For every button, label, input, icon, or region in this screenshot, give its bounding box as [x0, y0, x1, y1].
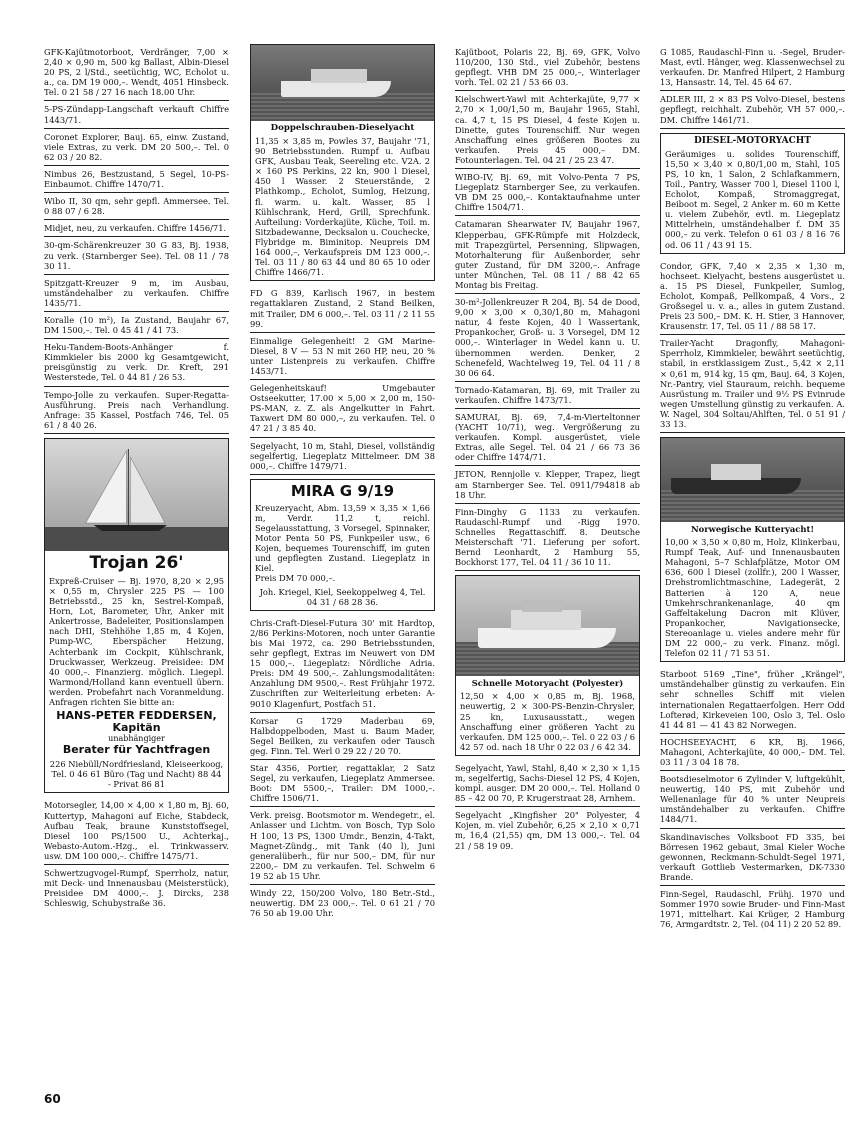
classified-ad: Star 4356, Portier, regattaklar, 2 Satz Segel, zu verkaufen, Liegeplatz Ammersee. Boot: DM 5500,–, Trailer: DM 1000,–. Chiffre 1506/71. [250, 760, 435, 807]
ad-title: DIESEL-MOTORYACHT [693, 135, 812, 146]
classified-ad: Tornado-Katamaran, Bj. 69, mit Trailer zu verkaufen. Chiffre 1473/71. [455, 382, 640, 409]
classified-ad: JETON, Rennjolle v. Klepper, Trapez, liegt am Starnberger See. Tel. 0911/794818 ab 18 Uhr. [455, 466, 640, 503]
contact-address: 226 Niebüll/Nordfriesland, Kleiseerkoog, Tel. 0 46 61 Büro (Tag und Nacht) 88 44 - Privat 86 81 [49, 759, 224, 790]
contact-sub: unabhängiger [108, 734, 165, 744]
ad-title: MIRA G 9/19 [290, 481, 395, 500]
classified-ad: SAMURAI, Bj. 69, 7,4-m-Vierteltonner (YACHT 10/71), weg. Vergrößerung zu verkaufen. Kompl. ausgerüstet, viele Extras, alle Segel. Tel. 04 21 / 66 73 36 oder Chiffre 1474/71. [455, 409, 640, 466]
classified-ad: FD G 839, Karlisch 1967, in bestem regattaklaren Zustand, 2 Stand Beilken, mit Trailer, DM 6 000,–. Tel. 03 11 / 2 11 55 99. [250, 285, 435, 332]
classified-ad: Korsar G 1729 Maderbau 69, Halbdoppelboden, Mast u. Baum Mader, Segel Beilken, zu verkaufen oder Tausch geg. Finn. Tel. Werl 0 29 22 / 20 70. [250, 713, 435, 760]
classified-ad: Chris-Craft-Diesel-Futura 30' mit Hardtop, 2/86 Perkins-Motoren, noch unter Garantie bis Mai 1972, ca. 290 Betriebsstunden, sehr gepflegt, Extras im Neuwert von DM 15 000,–. Liegeplatz: Nördliche Adria. Preis: DM 49 500,–. Zahlungsmodalitäten: Anzahlung DM 9500,–. Rest Frühjahr 1972. Zuschriften zur Weiterleitung erbeten: A-9010 Klagenfurt, Postfach 51. [250, 615, 435, 713]
kutter-ad-box [660, 437, 845, 662]
column-4 [660, 44, 845, 932]
classified-ad: Motorsegler, 14,00 × 4,00 × 1,80 m, Bj. 60, Kuttertyp, Mahagoni auf Eiche, Stabdeck, Aufbau Teak, braune Kunststoffsegel, Diesel 100 PS/1500 U., Achterkaj., Webasto-Autom.-Hzg., el. Trinkwasserv. usw. DM 100 000,–. Chiffre 1475/71. [44, 797, 229, 865]
mira-ad-box [250, 479, 435, 611]
classified-ad: HOCHSEEYACHT, 6 KR, Bj. 1966, Mahagoni, Achterkajüte, 40 000,– DM. Tel. 03 11 / 3 04 18 78. [660, 734, 845, 771]
classified-ad: Wibo II, 30 qm, sehr gepfl. Ammersee. Tel. 0 88 07 / 6 28. [44, 193, 229, 220]
classified-ad: WIBO-IV, Bj. 69, mit Volvo-Penta 7 PS, Liegeplatz Starnberger See, zu verkaufen. VB DM 25 000,–. Kontaktaufnahme unter Chiffre 1504/71. [455, 169, 640, 216]
classified-ad: Bootsdieselmotor 6 Zylinder V, luftgekühlt, neuwertig, 140 PS, mit Zubehör und Wellenanlage für 40 % unter Neupreis umständehalber zu verkaufen. Chiffre 1484/71. [660, 771, 845, 828]
classified-ad: Spitzgatt-Kreuzer 9 m, im Ausbau, umständehalber zu verkaufen. Chiffre 1435/71. [44, 275, 229, 312]
kutter-photo [661, 438, 844, 522]
classified-ad: 30-qm-Schärenkreuzer 30 G 83, Bj. 1938, zu verk. (Starnberger See). Tel. 08 11 / 78 30 11. [44, 237, 229, 274]
ad-body: 11,35 × 3,85 m, Powles 37, Baujahr '71, 90 Betriebsstunden. Rumpf u. Aufbau GFK, Ausbau Teak, Seereling etc. V2A. 2 × 160 PS Perkins, 22 kn, 900 l Diesel, 450 l Wasser. 2 Steuerstände, 2 Plathkomp., Echolot, Sumlog, Heizung, fl. warm. u. kalt. Wasser, 85 l Kühlschrank, Herd, Grill, Sprechfunk. Aufteilung: Vorderkajüte, Küche, Toil. m. Sitzbadewanne, Decksalon u. Couchecke, Flybridge m. Biminitop. Neupreis DM 164 000,–, Verkaufspreis DM 123 000,–. Tel. 03 11 / 80 63 44 und 80 65 10 oder Chiffre 1466/71. [255, 136, 430, 278]
column-1 [44, 44, 229, 911]
classified-ad: Kajütboot, Polaris 22, Bj. 69, GFK, Volvo 110/200, 130 Std., viel Zubehör, bestens gepflegt. VHB DM 25 000,–, Winterlager vorh. Tel. 02 21 / 53 66 03. [455, 44, 640, 91]
ad-contact: Joh. Kriegel, Kiel, Seekoppelweg 4, Tel. 04 31 / 68 28 36. [259, 586, 426, 607]
ad-body: Expreß-Cruiser — Bj. 1970, 8,20 × 2,95 × 0,55 m, Chrysler 225 PS — 100 Betriebsstd., 25 kn, Sestrel-Kompaß, Horn, Lot, Barometer, Uhr, Anker mit Ankertrosse, Badeleiter, Positionslampen nach DHI, Stehhöhe 1,85 m, 4 Kojen, Pump-WC, Eberspächer Heizung, Achterbank im Cockpit, Kühlschrank, Druckwasser, Werkzeug. Preisidee: DM 40 000,–. Finanzierg. möglich. Liegepl. Warmond/Holland kann eventuell übern. werden. Probefahrt nach Voranmeldung. Anfragen richten Sie bitte an: [49, 575, 224, 708]
classified-ad: Koralle (10 m²), Ia Zustand, Baujahr 67, DM 1500,–. Tel. 0 45 41 / 41 73. [44, 312, 229, 339]
page-number: 60 [44, 1092, 61, 1106]
classified-ad: Midjet, neu, zu verkaufen. Chiffre 1456/71. [44, 220, 229, 237]
classified-ad: G 1085, Raudaschl-Finn u. -Segel, Bruder-Mast, evtl. Hänger, weg. Klassenwechsel zu verkaufen. Dr. Manfred Hilpert, 2 Hamburg 13, Hansastr. 14, Tel. 45 64 67. [660, 44, 845, 91]
classified-ad: Segelyacht, Yawl, Stahl, 8,40 × 2,30 × 1,15 m, segelfertig, Sachs-Diesel 12 PS, 4 Kojen, kompl. ausger. DM 20 000,–. Tel. Holland 0 85 – 42 00 70, P. Krugerstraat 28, Arnhem. [455, 760, 640, 807]
ad-body: 12,50 × 4,00 × 0,85 m, Bj. 1968, neuwertig, 2 × 300-PS-Benzin-Chrysler, 25 kn, Luxusausstatt., wegen Anschaffung einer größeren Yacht zu verkaufen. DM 125 000,–. Tel. 0 22 03 / 6 42 57 od. nach 18 Uhr 0 22 03 / 6 42 34. [460, 691, 635, 752]
ad-title: Schnelle Motoryacht (Polyester) [471, 678, 624, 689]
classified-ad: Segelyacht, 10 m, Stahl, Diesel, vollständig segelfertig, Liegeplatz Mittelmeer. DM 38 000,–. Chiffre 1479/71. [250, 438, 435, 475]
diesel-ad-box [660, 133, 845, 254]
contact-role: Berater für Yachtfragen [62, 743, 211, 757]
ad-title: Norwegische Kutteryacht! [690, 524, 815, 535]
trojan-ad-box [44, 438, 229, 794]
classified-ad: Verk. preisg. Bootsmotor m. Wendegetr., el. Anlasser und Lichtm. von Bosch, Typ Solo H 100, 13 PS, 1300 Umdr., Benzin, 4-Takt, Magnet-Zündg., mit Tank (40 l), Juni generalüberh., für nur 500,– DM, für nur 2200,– DM zu verkaufen. Tel. Schwelm 6 19 52 ab 15 Uhr. [250, 807, 435, 885]
classified-ad: Catamaran Shearwater IV, Baujahr 1967, Klepperbau, GFK-Rümpfe mit Holzdeck, mit Trapezgürtel, Persenning, Slipwagen, Motorhalterung für Außenborder, sehr guter Zustand, für DM 3200,–. Anfrage unter München, Tel. 08 11 / 88 42 65 Montag bis Freitag. [455, 216, 640, 294]
classified-ad: Gelegenheitskauf! Umgebauter Ostseekutter, 17.00 × 5,00 × 2,00 m, 150-PS-MAN, z. Z. als Angelkutter in Fahrt. Taxwert DM 80 000,–, zu verkaufen. Tel. 0 47 21 / 3 85 40. [250, 380, 435, 437]
classified-ad: Condor, GFK, 7,40 × 2,35 × 1,30 m, hochseet. Kielyacht, bestens ausgerüstet u. a. 15 PS Diesel, Funkpeiler, Sumlog, Echolot, Kompaß, Pellkompaß, 4 Vors., 2 Großsegel u. v. a., alles in gutem Zustand. Preis 23 500,– DM. K. H. Stier, 3 Hannover, Krausenstr. 17, Tel. 05 11 / 88 58 17. [660, 258, 845, 336]
classified-ad: Finn-Segel, Raudaschl, Frühj. 1970 und Sommer 1970 sowie Bruder- und Finn-Mast 1971, mittelhart. Kai Krüger, 2 Hamburg 76, Armgardtstr. 2, Tel. (04 11) 2 20 52 89. [660, 889, 845, 930]
ad-body: Kreuzeryacht, Abm. 13,59 × 3,35 × 1,66 m, Verdr. 11,2 t, reichl. Segelausstattung, 3 Vorsegel, Spinnaker, Motor Penta 50 PS, Funkpeiler usw., 6 Kojen, bequemes Tourenschiff, im guten und gepflegten Zustand. Liegeplatz in Kiel. Preis DM 70 000,–. [255, 502, 430, 584]
ad-body: Geräumiges u. solides Tourenschiff, 15,50 × 3,40 × 0,80/1,00 m, Stahl, 105 PS, 10 kn, 1 Salon, 2 Schlafkammern, Toil., Pantry, Wasser 700 l, Diesel 1100 l, Echolot, Kompaß, Stromaggregat, Beiboot m. Segel, 2 Anker m. 60 m Kette u. vielem Zubehör, evtl. m. Liegeplatz Mittelrhein, umständehalber f. DM 35 000,– zu verk. Telefon 0 61 03 / 8 16 76 od. 06 11 / 43 91 15. [665, 148, 840, 250]
contact-name: HANS-PETER FEDDERSEN, Kapitän [56, 709, 217, 735]
classified-ad: 30-m²-Jollenkreuzer R 204, Bj. 54 de Dood, 9,00 × 3,00 × 0,30/1,80 m, Mahagoni natur, 4 feste Kojen, 40 l Wassertank, Propankocher, Groß- u. 3 Vorsegel, DM 12 000,–. Winterlager in Wedel kann u. U. übernommen werden. Denker, 2 Schenefeld, Wachtelweg 19, Tel. 04 11 / 8 30 06 64. [455, 294, 640, 382]
ad-title: Doppelschrauben-Dieselyacht [270, 123, 415, 133]
doppel-ad-box [250, 44, 435, 281]
speedboat-photo [456, 576, 639, 676]
classified-ad: Windy 22, 150/200 Volvo, 180 Betr.-Std., neuwertig. DM 23 000,–. Tel. 0 61 21 / 70 76 50 ab 19.00 Uhr. [250, 888, 435, 919]
classified-ad: Skandinavisches Volksboot FD 335, bei Börresen 1962 gebaut, 3mal Kieler Woche gewonnen, Reckmann-Schuldt-Segel 1971, verkauft Gottlieb Vestermarken, DK-7330 Brande. [660, 829, 845, 886]
classified-ad: Starboot 5169 „Tine", früher „Krängel", umständehalber günstig zu verkaufen. Ein sehr schnelles Schiff mit vielen internationalen Regattaerfolgen. Herr Odd Lofterød, Kirkeveien 100, Oslo 3, Tel. Oslo 41 44 81 — 41 43 82 Norwegen. [660, 666, 845, 734]
classified-ad: Tempo-Jolle zu verkaufen. Super-Regatta-Ausführung. Preis nach Verhandlung. Anfrage: 35 Kassel, Postfach 746, Tel. 05 61 / 8 40 26. [44, 387, 229, 434]
classified-ad: Coronet Explorer, Bauj. 65, einw. Zustand, viele Extras, zu verk. DM 20 500,–. Tel. 0 62 03 / 20 82. [44, 129, 229, 166]
ad-body: 10,00 × 3,50 × 0,80 m, Holz, Klinkerbau, Rumpf Teak, Auf- und Innenausbauten Mahagoni, 5–7 Schlafplätze, Motor OM 636, 600 l Diesel (zollfr.), 200 l Wasser, Drehstromlichtmaschine, Ladegerät, 2 Batterien à 120 A, neue Umkehrschrankenanlage, 40 qm Gaffeltakelung Dacron mit Klüver, Propankocher, Navigationsecke, Stereoanlage u. vieles andere mehr für DM 22 000,– zu verk. Finanz. mögl. Telefon 02 11 / 71 53 51. [665, 537, 840, 659]
schnelle-ad-box [455, 575, 640, 756]
column-2 [250, 44, 435, 921]
sailboat-icon [45, 439, 228, 551]
classified-ad: Schwertzugvogel-Rumpf, Sperrholz, natur, mit Deck- und Innenausbau (Meisterstück), Preisidee DM 4000,–. J. Dircks, 238 Schleswig, Schubystraße 36. [44, 867, 229, 909]
classified-ad: Kielschwert-Yawl mit Achterkajüte, 9,77 × 2,70 × 1,00/1,50 m, Baujahr 1965, Stahl, ca. 4,7 t, 15 PS Diesel, 4 feste Kojen u. Dinette, gutes Tourenschiff. Nur wegen Anschaffung eines größeren Bootes zu verkaufen. Preis 45 000,– DM. Fotounterlagen. Tel. 04 21 / 25 23 47. [455, 91, 640, 169]
sailboat-photo [45, 439, 228, 551]
classified-ad: 5-PS-Zündapp-Langschaft verkauft Chiffre 1443/71. [44, 101, 229, 128]
classified-ad: Nimbus 26, Bestzustand, 5 Segel, 10-PS-Einbaumot. Chiffre 1470/71. [44, 166, 229, 193]
motoryacht-photo [251, 45, 434, 121]
classified-ad: Trailer-Yacht Dragonfly, Mahagoni-Sperrholz, Kimmkieler, bewährt seetüchtig, stabil, in erstklassigem Zust., 5,42 × 2,11 × 0,61 m, 914 kg, 15 qm, Bauj. 64, 3 Kojen, Nr.-Pantry, viel Stauraum, reichh. bequeme Ausrüstung m. Trailer und 9½ PS Evinrude wegen Umstellung günstig zu verkaufen. A. W. Nagel, 304 Soltau/Ahlften, Tel. 0 51 91 / 33 13. [660, 335, 845, 433]
classified-ad: ADLER III, 2 × 83 PS Volvo-Diesel, bestens gepflegt, reichhalt. Zubehör, VH 57 000,–. DM. Chiffre 1461/71. [660, 91, 845, 128]
column-3 [455, 44, 640, 854]
classified-ad: GFK-Kajütmotorboot, Verdränger, 7,00 × 2,40 × 0,90 m, 500 kg Ballast, Albin-Diesel 20 PS, 2 l/Std., seetüchtig, WC, Echolot u. a., ca. DM 19 000,–. Wendt, 4051 Hinsbeck. Tel. 0 21 58 / 27 16 nach 18.00 Uhr. [44, 44, 229, 101]
classified-ad: Segelyacht „Kingfisher 20" Polyester, 4 Kojen, m. viel Zubehör, 6,25 × 2,10 × 0,71 m, 16,4 (21,55) qm, DM 13 000,–. Tel. 04 21 / 58 19 09. [455, 810, 640, 851]
classified-ad: Einmalige Gelegenheit! 2 GM Marine-Diesel, 8 V — 53 N mit 260 HP, neu, 20 % unter Listenpreis zu verkaufen. Chiffre 1453/71. [250, 333, 435, 380]
classified-ad: Finn-Dinghy G 1133 zu verkaufen. Raudaschl-Rumpf und -Rigg 1970. Schnelles Regattaschiff. 8. Deutsche Meisterschaft '71. Lieferung per sofort. Bernd Leonhardt, 2 Hamburg 55, Bockhorst 177, Tel. 04 11 / 36 10 11. [455, 504, 640, 572]
ad-title: Trojan 26' [89, 552, 184, 573]
classified-ad: Heku-Tandem-Boots-Anhänger f. Kimmkieler bis 2000 kg Gesamtgewicht, preisgünstig zu verk. Dr. Kreft, 291 Westerstede, Tel. 0 44 81 / 26 53. [44, 339, 229, 386]
